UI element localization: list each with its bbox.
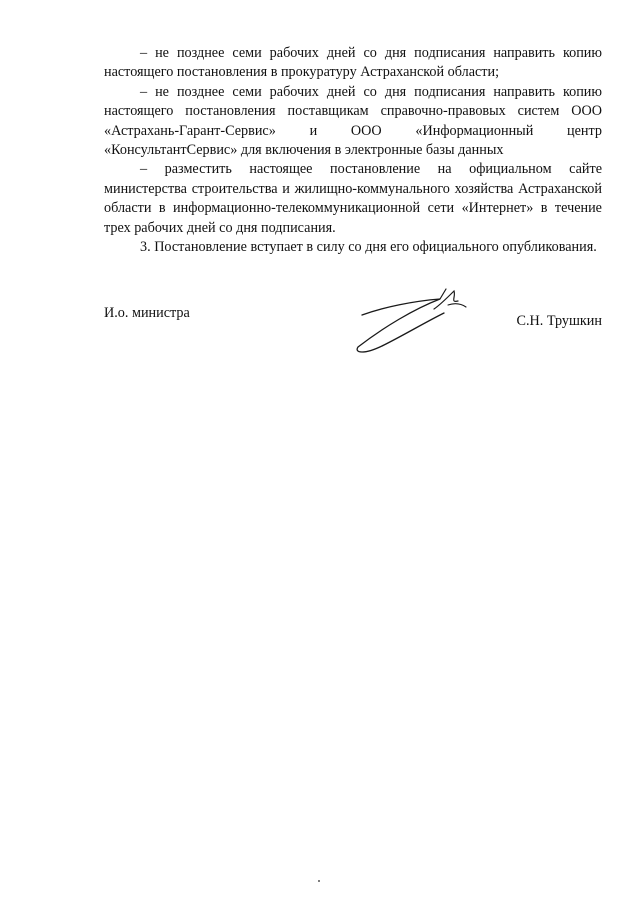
- paragraph-publish-website: – разместить настоящее постановление на официальном сайте министерства строительства и жилищно-коммунального хозяйства Астраханской области в информационно-телекоммуникационной сети «Интернет» в течение трех рабочих дней со дня подписания.: [104, 161, 602, 236]
- handwritten-signature: [344, 287, 474, 367]
- paragraph-entry-into-force: 3. Постановление вступает в силу со дня его официального опубликования.: [140, 239, 597, 256]
- document-body: [104, 44, 602, 257]
- page-mark: [318, 880, 320, 882]
- signatory-role: И.о. министра: [104, 305, 190, 321]
- paragraph-copy-legal-systems: – не позднее семи рабочих дней со дня подписания направить копию настоящего постановления поставщикам справочно-правовых систем ООО «Астрахань-Гарант-Сервис» и ООО «Информационный центр «КонсультантСервис» для включения в электронные базы данных: [104, 83, 602, 159]
- paragraph-copy-prosecutor: – не позднее семи рабочих дней со дня подписания направить копию настоящего постановления в прокуратуру Астраханской области;: [104, 45, 602, 81]
- signature-block: [104, 305, 602, 375]
- signatory-name: С.Н. Трушкин: [516, 313, 602, 329]
